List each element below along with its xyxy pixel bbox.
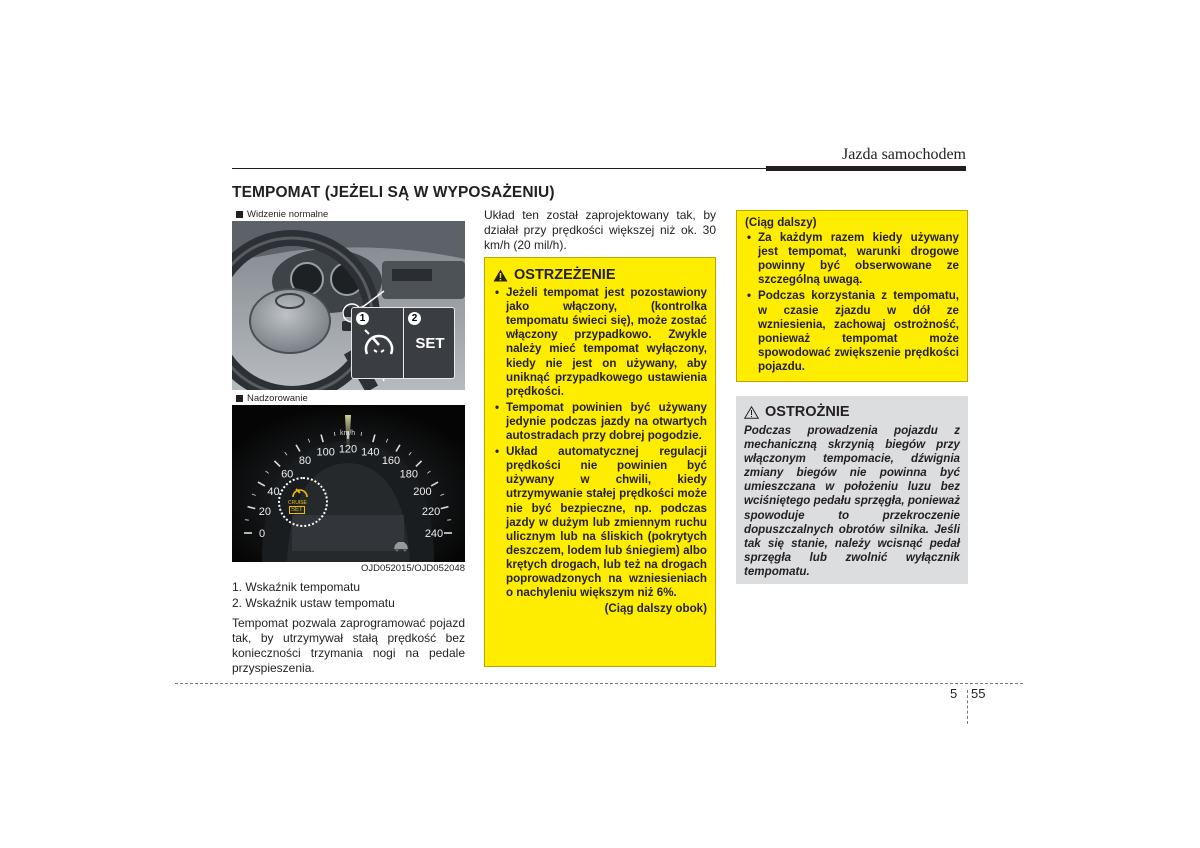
speedo-tick	[245, 520, 249, 521]
speedo-tick-label: 180	[399, 468, 418, 481]
cruise-label: CRUISE	[288, 500, 307, 506]
legend-num: 1.	[232, 580, 243, 594]
image-code: OJD052015/OJD052048	[360, 563, 465, 574]
caption-square-icon	[236, 211, 243, 218]
caution-text: Podczas prowadzenia pojazdu z mechaniczną skrzynią biegów przy włączonym tempomacie, dźwignia zmiany biegów nie powinna być umieszczana w położeniu luzu bez wciśniętego pedału sprzęgła, ponieważ spowoduje to przekroczenie dopuszczalnych obrotów silnika. Jeśli tak się stanie, należy wcisnąć pedał sprzęgła lub zwolnić wyłącznik tempomatu.	[744, 424, 960, 578]
legend-text: Wskaźnik tempomatu	[245, 580, 361, 594]
steering-wheel-image	[232, 221, 465, 390]
speed-unit: km/h	[340, 430, 356, 437]
caption-square-icon	[236, 395, 243, 402]
continued-title: (Ciąg dalszy)	[745, 216, 817, 229]
switch-divider	[403, 308, 404, 378]
speedo-tick	[361, 432, 362, 436]
caption-text: Widzenie normalne	[247, 209, 329, 220]
speedo-tick-label: 40	[267, 485, 280, 498]
caution-header	[744, 404, 960, 420]
speedo-tick-label: 220	[421, 506, 441, 519]
warning-box	[484, 257, 716, 667]
speedometer-illustration	[232, 405, 465, 562]
callout-number-1: 1	[356, 312, 369, 325]
warning-item: • Jeżeli tempomat jest pozostawiony jako włączony, (kontrolka tempomatu świeci się), może zostać włączony przypadkowo. Zwykle należy mieć tempomat wyłączony, kiedy nie jest on używany, aby uniknąć przypadkowego ustawienia prędkości.	[493, 286, 707, 399]
cruise-switch-closeup	[351, 307, 455, 379]
paragraph-left: Tempomat pozwala zaprogramować pojazd tak, by utrzymywał stałą prędkość bez konieczności trzymania nogi na pedale przyspieszenia.	[232, 616, 465, 675]
continued-item: • Za każdym razem kiedy używany jest tempomat, warunki drogowe powinny być obserwowane ze szczególną uwagą.	[745, 231, 959, 287]
caution-box	[736, 396, 968, 584]
footer-separator	[967, 690, 969, 724]
caption-text: Nadzorowanie	[247, 393, 308, 404]
speedo-tick-label: 60	[281, 468, 294, 481]
continued-item: • Podczas korzystania z tempomatu, w czasie zjazdu w dół ze wzniesienia, zachowaj ostrożność, ponieważ tempomat może spowodować zwiększenie prędkości pojazdu.	[745, 289, 959, 374]
warning-item: • Tempomat powinien być używany jedynie podczas jazdy na otwartych autostradach przy dobrej pogodzie.	[493, 401, 707, 443]
speedo-tick-label: 0	[258, 528, 266, 540]
set-button-label: SET	[415, 335, 445, 352]
warning-continued: (Ciąg dalszy obok)	[604, 602, 707, 616]
callout-number-2: 2	[408, 312, 421, 325]
caution-title: OSTROŻNIE	[765, 404, 850, 420]
cruise-control-icon	[362, 328, 396, 362]
continued-list	[745, 231, 959, 374]
legend-item-1	[232, 580, 360, 594]
warning-list	[493, 286, 707, 600]
warning-item: • Układ automatycznej regulacji prędkości nie powinien być używany w chwili, kiedy utrzymywanie stałej prędkości może nie być bezpieczne, np. podczas jazdy w dużym lub zmiennym ruchu ulicznym lub na śliskich (pokrytych deszczem, lodem lub śniegiem) albo krętych drogach, lub też na drogach poprowadzonych na wzniesieniach o nachyleniu większym niż 6%.	[493, 445, 707, 600]
warning-title: OSTRZEŻENIE	[514, 267, 616, 283]
figure-caption-normal	[236, 209, 328, 220]
speedo-tick-label: 160	[381, 455, 401, 468]
caution-triangle-icon	[744, 406, 759, 419]
speedo-tick-label: 120	[338, 443, 358, 456]
legend-item-2	[232, 596, 395, 610]
speedo-tick-label: 20	[258, 506, 272, 519]
header-rule-accent	[766, 166, 966, 171]
speedometer-image	[232, 405, 465, 562]
cruise-indicator-icon	[290, 485, 310, 499]
speedo-tick-label: 140	[361, 446, 380, 459]
speedo-tick-label: 240	[424, 528, 444, 540]
speedo-tick	[447, 520, 451, 521]
running-header: Jazda samochodem	[842, 146, 966, 163]
warning-header	[493, 268, 707, 282]
warning-triangle-icon	[493, 269, 508, 282]
speedo-tick	[334, 432, 335, 436]
speedo-tick-label: 80	[298, 455, 312, 468]
paragraph-intro: Układ ten został zaprojektowany tak, by działał przy prędkości większej niż ok. 30 km/h (20 mil/h).	[484, 208, 716, 252]
legend-num: 2.	[232, 596, 243, 610]
chapter-number: 5	[950, 686, 958, 701]
car-icon	[392, 540, 410, 552]
continued-box	[736, 210, 968, 382]
legend-text: Wskaźnik ustaw tempomatu	[245, 596, 395, 610]
section-title: TEMPOMAT (JEŻELI SĄ W WYPOSAŻENIU)	[232, 184, 555, 201]
figure-caption-supervision	[236, 393, 308, 404]
cruise-set-indicator: SET	[291, 507, 303, 513]
speedo-tick-label: 200	[413, 485, 432, 498]
page-number: 55	[971, 686, 986, 701]
footer-rule	[175, 683, 1023, 684]
speedo-tick-label: 100	[316, 446, 335, 459]
